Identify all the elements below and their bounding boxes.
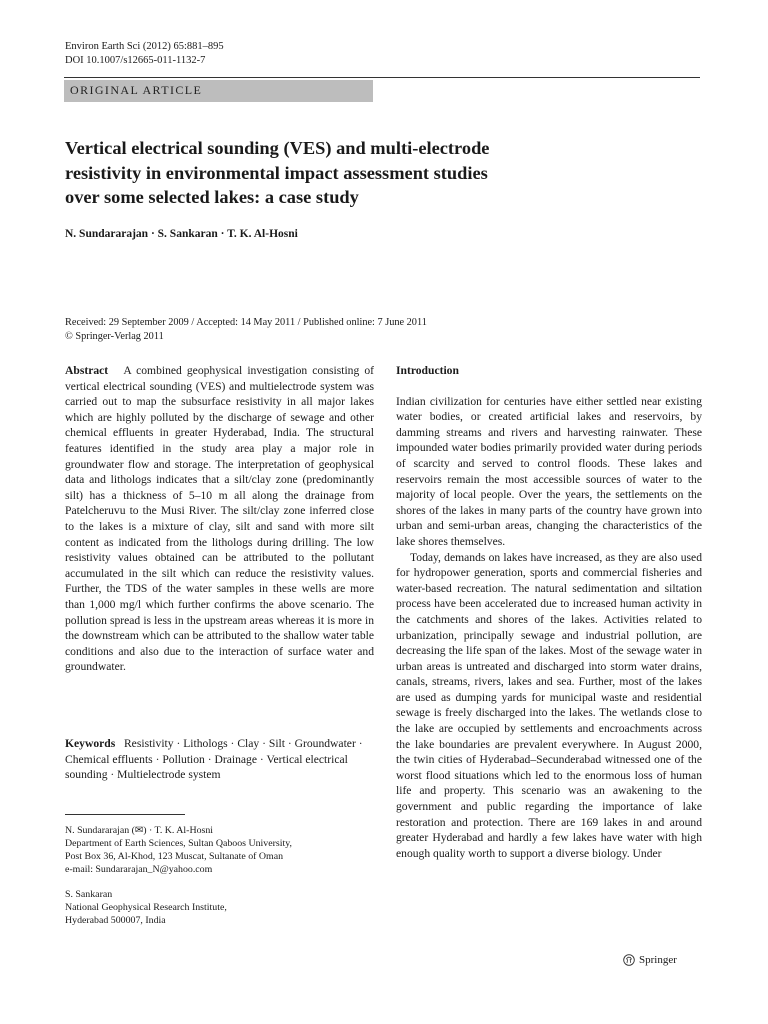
affiliation-block — [65, 888, 374, 927]
affiliation-line: N. Sundararajan (✉) · T. K. Al-Hosni — [65, 825, 214, 836]
publisher-footer — [623, 954, 677, 966]
abstract-text: A combined geophysical investigation consisting of vertical electrical sounding (VES) and multielectrode system was carried out to map the subsurface resistivity in all major lakes which are highly polluted by the discharge of sewage and other chemical effluents in greater Hyderabad, India. The structural features identified in the study area play a major role in groundwater flow and storage. The interpretation of geophysical data and lithologs indicates that a silt/clay zone (predominantly silt) has a thickness of 5–10 m all along the drainage from Patelcheruvu to the Musi River. The silt/clay zone inferred close to the lakes is a mixture of clay, silt and sand with more silt content as indicated from the lithologs during drilling. The low resistivity values obtained can be attributed to the pollutant accumulated in the silt which can reduce the resistivity values. Further, the TDS of the water samples in these wells are more than 1,000 mg/l which further confirms the above scenario. The pollution spread is less in the upstream areas whereas it is more in the downstream which can be attributed to the shallow water table conditions and also due to the interaction of surface water and groundwater. — [65, 364, 374, 674]
title-line: Vertical electrical sounding (VES) and multi-electrode — [65, 138, 490, 158]
publisher-name: Springer — [639, 954, 677, 966]
keywords-heading: Keywords — [65, 737, 116, 750]
email-link[interactable]: e-mail: Sundararajan_N@yahoo.com — [65, 864, 213, 875]
abstract-heading: Abstract — [65, 364, 109, 377]
footnote-rule — [65, 814, 185, 815]
header-rule — [64, 77, 700, 78]
author-list: N. Sundararajan · S. Sankaran · T. K. Al-Hosni — [65, 228, 298, 240]
keywords-text: Resistivity · Lithologs · Clay · Silt · Groundwater · Chemical effluents · Pollution · Drainage · Vertical electrical sounding · Multielectrode system — [65, 737, 363, 782]
journal-citation: Environ Earth Sci (2012) 65:881–895 — [65, 41, 224, 52]
journal-info — [65, 40, 224, 68]
introduction-paragraph: Indian civilization for centuries have either settled near existing water bodies, or created artificial lakes and reservoirs, by damming streams and rivers and harvesting rainwater. These impounded water bodies primarily provided water during periods of scarcity and served to control floods. These lakes and reservoirs remain the most accessible sources of water to the majority of local people. Over the years, the settlements on the shores of the lakes in many parts of the country have grown into urban and semi-urban areas, changing the characteristics of the lake shores themselves. — [396, 394, 702, 548]
affiliation-line: S. Sankaran — [65, 889, 113, 900]
affiliation-line: Department of Earth Sciences, Sultan Qaboos University, — [65, 838, 292, 849]
article-type-label: ORIGINAL ARTICLE — [70, 83, 203, 97]
keywords-section — [65, 736, 374, 783]
introduction-paragraph: Today, demands on lakes have increased, as they are also used for hydropower generation, sports and commercial fisheries and water-based recreation. The natural sedimentation and siltation process have been accelerated due to increased human activity in the catchments and shores of the lakes. Activities related to urbanization, principally sewage and industrial pollution, are decreasing the life span of the lakes. Most of the sewage water in urban areas is untreated and discharged into storm water drains, canals, streams, rivers, lakes and sea. Further, most of the lakes are used as dumping yards for municipal waste and residential sewage is freely discharged into the lakes. The wetlands close to the lake are occupied by settlements and encroachments across the lake boundaries are prevalent everywhere. In August 2000, the twin cities of Hyderabad–Secunderabad witnessed one of the worst flood situations which led to the enormous loss of human life and property. This scenario was an awakening to the government and public regarding the importance of lake restoration and protection. There are 169 lakes in and around greater Hyderabad and hardly a few lakes have water with high enough quality worth to support a diverse biology. Under — [396, 550, 702, 860]
affiliation-line: Hyderabad 500007, India — [65, 915, 166, 926]
affiliation-line: National Geophysical Research Institute, — [65, 902, 227, 913]
affiliation-block — [65, 824, 374, 876]
doi[interactable]: DOI 10.1007/s12665-011-1132-7 — [65, 55, 206, 66]
introduction-section — [396, 363, 702, 861]
copyright: © Springer-Verlag 2011 — [65, 331, 164, 342]
date-history: Received: 29 September 2009 / Accepted: 14 May 2011 / Published online: 7 June 2011 — [65, 317, 427, 328]
paper-title — [65, 136, 685, 210]
abstract-section — [65, 363, 374, 675]
title-line: over some selected lakes: a case study — [65, 187, 359, 207]
introduction-heading: Introduction — [396, 364, 459, 377]
article-type-band — [64, 80, 373, 102]
affiliation-line: Post Box 36, Al-Khod, 123 Muscat, Sultanate of Oman — [65, 851, 284, 862]
springer-horse-icon — [623, 954, 635, 966]
title-line: resistivity in environmental impact assessment studies — [65, 162, 488, 183]
publication-dates — [65, 316, 427, 344]
